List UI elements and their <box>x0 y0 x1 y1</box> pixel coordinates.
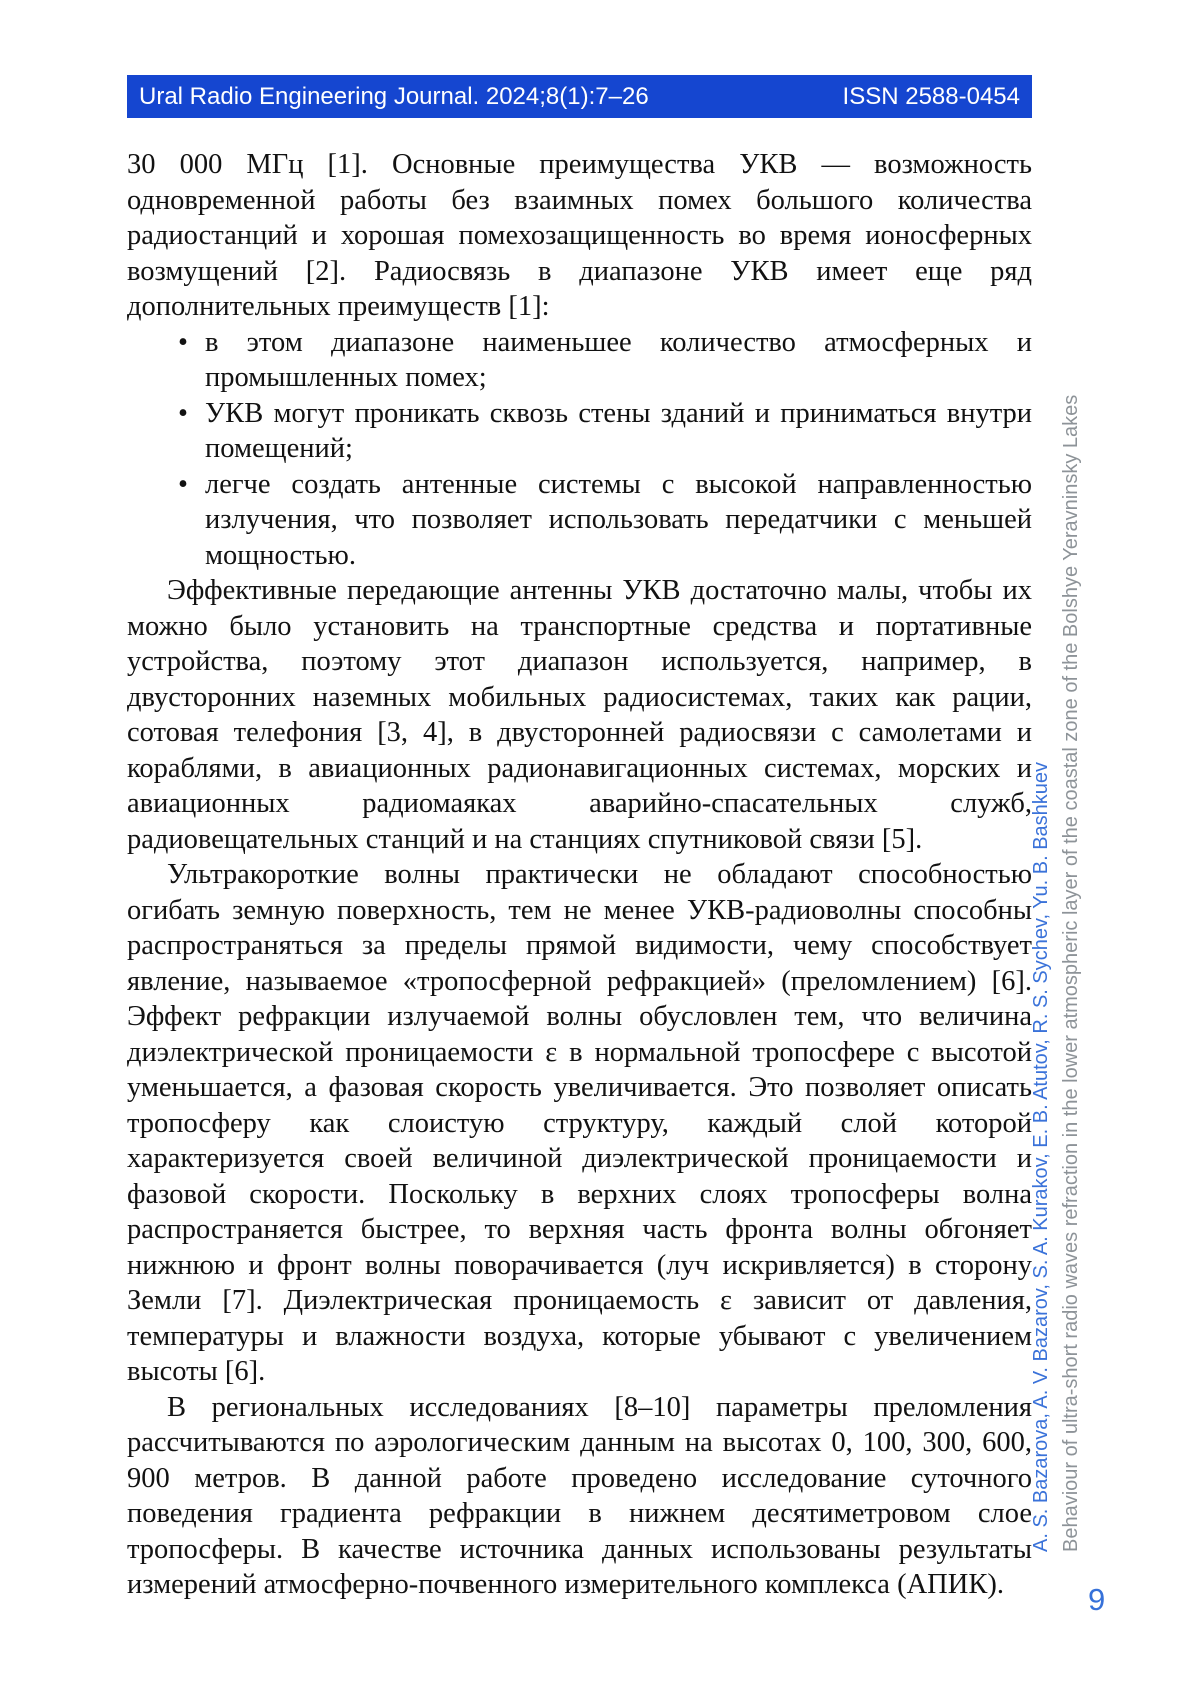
sidebar-article-title-vertical-text: Behaviour of ultra-short radio waves refraction in the lower atmospheric layer of the coastal zone of the Bolshye Yeravninsky Lakes <box>1060 394 1082 1552</box>
bullet-marker-icon: • <box>178 326 188 358</box>
bullet-item-text: легче создать антенные системы с высокой направленностью излучения, что позволяет использовать передатчики с меньшей мощностью. <box>205 468 1032 571</box>
journal-header-bar <box>127 75 1032 118</box>
list-item <box>127 396 1032 467</box>
bullet-marker-icon: • <box>178 397 188 429</box>
bullet-item-text: УКВ могут проникать сквозь стены зданий и приниматься внутри помещений; <box>205 397 1032 464</box>
bullet-item-text: в этом диапазоне наименьшее количество атмосферных и промышленных помех; <box>205 326 1032 393</box>
sidebar-authors-vertical-text: A. S. Bazarova, A. V. Bazarov, S. A. Kurakov, E. B. Atutov, R. S. Sychev, Yu. B. Bashkuev <box>1030 761 1052 1552</box>
page-number: 9 <box>1088 1582 1106 1617</box>
bullet-marker-icon: • <box>178 468 188 500</box>
paragraph: Ультракороткие волны практически не обладают способностью огибать земную поверхность, тем не менее УКВ-радиоволны способны распространяться за пределы прямой видимости, чему способствует явление, называемое «тропосферной рефракцией» (преломлением) [6]. Эффект рефракции излучаемой волны обусловлен тем, что величина диэлектрической проницаемости ε в нормальной тропосфере с высотой уменьшается, а фазовая скорость увеличивается. Это позволяет описать тропосферу как слоистую структуру, каждый слой которой характеризуется своей величиной диэлектрической проницаемости и фазовой скорости. Поскольку в верхних слоях тропосферы волна распространяется быстрее, то верхняя часть фронта волны обгоняет нижнюю и фронт волны поворачивается (луч искривляется) в сторону Земли [7]. Диэлектрическая проницаемость ε зависит от давления, температуры и влажности воздуха, которые убывают с увеличением высоты [6]. <box>127 859 1032 1387</box>
bullet-list <box>127 325 1032 574</box>
paragraph: 30 000 МГц [1]. Основные преимущества УКВ — возможность одновременной работы без взаимных помех большого количества радиостанций и хорошая помехозащищенность во время ионосферных возмущений [2]. Радиосвязь в диапазоне УКВ имеет еще ряд дополнительных преимуществ [1]: <box>127 149 1032 322</box>
list-item <box>127 467 1032 574</box>
paragraph: В региональных исследованиях [8–10] параметры преломления рассчитываются по аэрологическим данным на высотах 0, 100, 300, 600, 900 метров. В данной работе проведено исследование суточного поведения градиента рефракции в нижнем десятиметровом слое тропосферы. В качестве источника данных использованы результаты измерений атмосферно-почвенного измерительного комплекса (АПИК). <box>127 1391 1032 1600</box>
journal-reference-text: Ural Radio Engineering Journal. 2024;8(1):7–26 <box>139 82 649 110</box>
paragraph: Эффективные передающие антенны УКВ достаточно малы, чтобы их можно было установить на транспортные средства и портативные устройства, поэтому этот диапазон используется, например, в двусторонних наземных мобильных радиосистемах, таких как рации, сотовая телефония [3, 4], в двусторонней радиосвязи с самолетами и кораблями, в авиационных радионавигационных системах, морских и авиационных радиомаяках аварийно-спасательных служб, радиовещательных станций и на станциях спутниковой связи [5]. <box>127 575 1032 855</box>
list-item <box>127 325 1032 396</box>
article-body <box>127 147 1032 1603</box>
issn-text: ISSN 2588-0454 <box>842 82 1020 110</box>
